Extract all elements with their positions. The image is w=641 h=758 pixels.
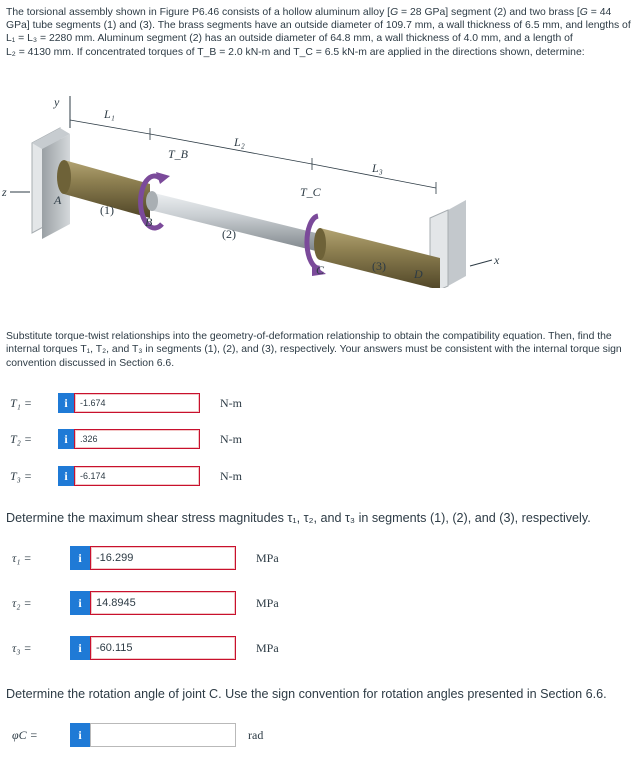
rotation-question: Determine the rotation angle of joint C. Use the sign convention for rotation angles presented in Section 6.6. <box>6 687 607 701</box>
stress-tau1-input[interactable] <box>90 546 236 570</box>
axis-x-label: x <box>494 253 500 267</box>
length-l1-label: L₁ <box>104 107 115 121</box>
info-icon[interactable]: i <box>70 636 90 660</box>
torque-t3-label: T₃ = <box>10 468 32 483</box>
torque-t3-unit: N-m <box>220 468 242 483</box>
stress-tau2-label: τ₂ = <box>12 595 32 610</box>
stress-tau3-input[interactable] <box>90 636 236 660</box>
torsional-assembly-figure <box>0 88 641 288</box>
torque-t3-row <box>10 466 242 486</box>
info-icon[interactable]: i <box>70 591 90 615</box>
problem-line-2: GPa] tube segments (1) and (3). The brass segments have an outside diameter of 109.7 mm, a wall thickness of 6.5 mm, and lengths of <box>6 20 631 32</box>
stress-tau2-input[interactable] <box>90 591 236 615</box>
info-icon[interactable]: i <box>58 466 74 486</box>
segment-1-label: (1) <box>100 203 114 217</box>
stress-tau3-label: τ₃ = <box>12 640 32 655</box>
segment-2-aluminum <box>146 191 320 252</box>
stress-tau2-unit: MPa <box>256 595 279 610</box>
info-icon[interactable]: i <box>58 393 74 413</box>
length-l3-label: L₃ <box>372 161 383 175</box>
rotation-row <box>12 723 263 747</box>
stress-tau2-row <box>12 591 279 615</box>
point-a-label: A <box>54 193 62 207</box>
torque-t2-row <box>10 429 242 449</box>
rotation-phi-c-input[interactable] <box>90 723 236 747</box>
stress-tau1-unit: MPa <box>256 550 279 565</box>
stress-tau1-label: τ₁ = <box>12 550 32 565</box>
torque-t1-unit: N-m <box>220 395 242 410</box>
point-b-label: B <box>145 215 153 229</box>
stress-tau3-row <box>12 636 279 660</box>
torque-t1-label: T₁ = <box>10 395 32 410</box>
problem-line-4: L₂ = 4130 mm. If concentrated torques of T_B = 2.0 kN-m and T_C = 6.5 kN-m are applied in the directions shown, determine: <box>6 46 585 58</box>
torque-t1-input[interactable] <box>74 393 200 413</box>
problem-statement <box>6 6 636 59</box>
length-l2-label: L₂ <box>234 135 245 149</box>
rotation-unit: rad <box>248 727 264 742</box>
info-icon[interactable]: i <box>58 429 74 449</box>
problem-line-3: L₁ = L₃ = 2280 mm. Aluminum segment (2) has an outside diameter of 64.8 mm, a wall thickness of 4.0 mm, and a length of <box>6 33 573 45</box>
torque-tc-label: T_C <box>300 185 321 199</box>
stress-tau3-unit: MPa <box>256 640 279 655</box>
torque-t2-input[interactable] <box>74 429 200 449</box>
torque-t2-unit: N-m <box>220 431 242 446</box>
stress-tau1-row <box>12 546 279 570</box>
torque-tb-label: T_B <box>168 147 189 161</box>
rotation-phi-c-label: φC = <box>12 727 38 742</box>
torque-t2-label: T₂ = <box>10 431 32 446</box>
axis-z-label: z <box>2 185 7 199</box>
info-icon[interactable]: i <box>70 723 90 747</box>
torque-t3-input[interactable] <box>74 466 200 486</box>
axis-y-label: y <box>54 95 60 109</box>
point-d-label: D <box>414 267 423 281</box>
stress-question: Determine the maximum shear stress magnitudes τ₁, τ₂, and τ₃ in segments (1), (2), and (3), respectively. <box>6 511 591 525</box>
problem-line-1: The torsional assembly shown in Figure P6.46 consists of a hollow aluminum alloy [G = 28 GPa] segment (2) and two brass [G = 44 <box>6 7 612 18</box>
torque-t1-row <box>10 393 242 413</box>
info-icon[interactable]: i <box>70 546 90 570</box>
segment-3-label: (3) <box>372 259 386 273</box>
torque-instructions: Substitute torque-twist relationships into the geometry-of-deformation relationship to obtain the compatibility equation. Then, find the internal torques T₁, T₂, and T₃ in segments (1), (2), and (3), respectively. Your answers must be consistent with the internal torque sign convention discussed in Section 6.6. <box>6 331 622 369</box>
segment-2-label: (2) <box>222 227 236 241</box>
point-c-label: C <box>316 263 325 277</box>
